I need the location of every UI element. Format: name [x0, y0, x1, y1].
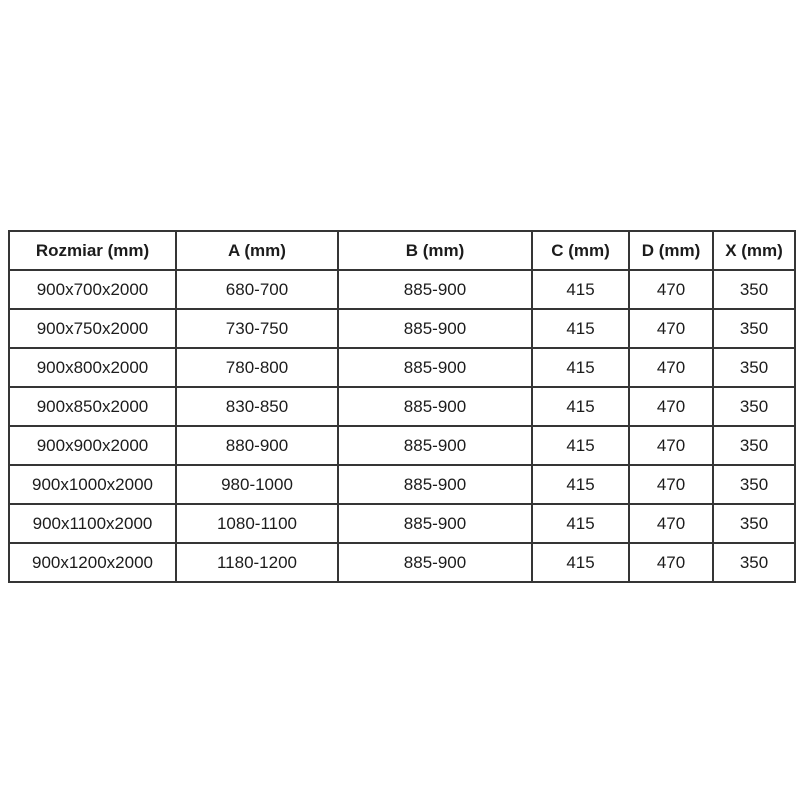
- table-cell: 900x800x2000: [9, 348, 176, 387]
- table-cell: 980-1000: [176, 465, 338, 504]
- table-cell: 470: [629, 543, 713, 582]
- table-row: [9, 465, 795, 504]
- table-cell: 415: [532, 348, 629, 387]
- column-header-x: X (mm): [713, 231, 795, 270]
- column-header-d: D (mm): [629, 231, 713, 270]
- table-cell: 470: [629, 348, 713, 387]
- table-row: [9, 348, 795, 387]
- table-cell: 885-900: [338, 465, 532, 504]
- table-row: [9, 543, 795, 582]
- table-cell: 470: [629, 426, 713, 465]
- table-cell: 900x850x2000: [9, 387, 176, 426]
- table-cell: 350: [713, 426, 795, 465]
- table-cell: 415: [532, 270, 629, 309]
- dimensions-table: [8, 230, 796, 583]
- table-row: [9, 270, 795, 309]
- table-cell: 900x900x2000: [9, 426, 176, 465]
- table-cell: 680-700: [176, 270, 338, 309]
- table-cell: 350: [713, 504, 795, 543]
- table-cell: 350: [713, 309, 795, 348]
- table-cell: 900x1000x2000: [9, 465, 176, 504]
- table-cell: 415: [532, 465, 629, 504]
- table-cell: 1180-1200: [176, 543, 338, 582]
- table-row: [9, 504, 795, 543]
- table-cell: 885-900: [338, 270, 532, 309]
- table-cell: 350: [713, 348, 795, 387]
- table-cell: 900x750x2000: [9, 309, 176, 348]
- table-cell: 885-900: [338, 543, 532, 582]
- table-cell: 470: [629, 504, 713, 543]
- table-row: [9, 309, 795, 348]
- column-header-rozmiar: Rozmiar (mm): [9, 231, 176, 270]
- table-cell: 415: [532, 426, 629, 465]
- table-row: [9, 426, 795, 465]
- table-cell: 885-900: [338, 387, 532, 426]
- table-cell: 470: [629, 387, 713, 426]
- table-cell: 350: [713, 387, 795, 426]
- table-cell: 885-900: [338, 426, 532, 465]
- table-cell: 885-900: [338, 348, 532, 387]
- table-cell: 780-800: [176, 348, 338, 387]
- table-row: [9, 387, 795, 426]
- table-cell: 885-900: [338, 309, 532, 348]
- table-cell: 470: [629, 465, 713, 504]
- table-cell: 900x700x2000: [9, 270, 176, 309]
- table-cell: 885-900: [338, 504, 532, 543]
- table-cell: 350: [713, 270, 795, 309]
- table-cell: 730-750: [176, 309, 338, 348]
- table-cell: 880-900: [176, 426, 338, 465]
- table-cell: 415: [532, 543, 629, 582]
- column-header-b: B (mm): [338, 231, 532, 270]
- table-cell: 900x1200x2000: [9, 543, 176, 582]
- table-cell: 350: [713, 543, 795, 582]
- table-cell: 350: [713, 465, 795, 504]
- table-cell: 470: [629, 270, 713, 309]
- column-header-a: A (mm): [176, 231, 338, 270]
- table-cell: 415: [532, 504, 629, 543]
- table-cell: 1080-1100: [176, 504, 338, 543]
- table-cell: 470: [629, 309, 713, 348]
- table-cell: 900x1100x2000: [9, 504, 176, 543]
- table-cell: 415: [532, 309, 629, 348]
- column-header-c: C (mm): [532, 231, 629, 270]
- header-row: [9, 231, 795, 270]
- table-cell: 415: [532, 387, 629, 426]
- table-cell: 830-850: [176, 387, 338, 426]
